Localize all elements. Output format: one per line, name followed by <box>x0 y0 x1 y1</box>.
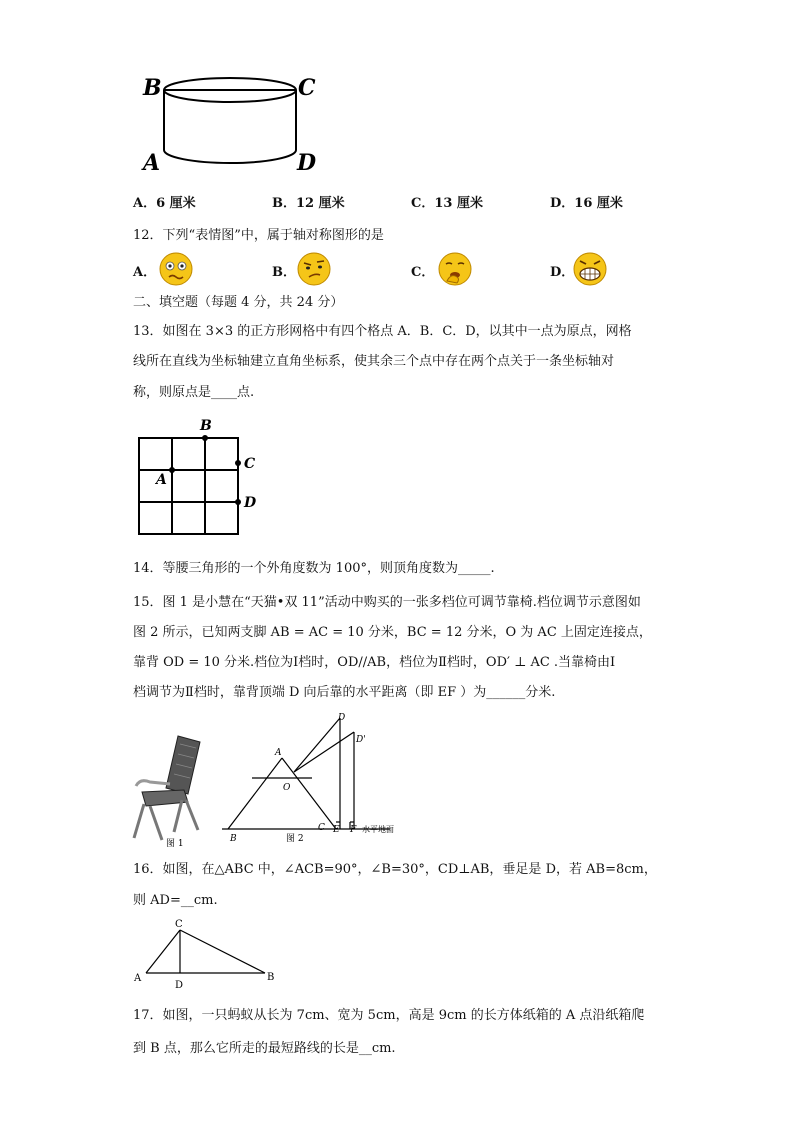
q13-line-3: 称，则原点是____点. <box>133 385 255 400</box>
fig2-label-d: D <box>338 713 346 723</box>
grid-figure <box>130 412 270 542</box>
q17-line-2: 到 B 点，那么它所走的最短路线的长是__cm. <box>133 1041 396 1056</box>
q11-option-c-text: 13 厘米 <box>434 196 483 211</box>
q15-line-3: 靠背 OD = 10 分米.档位为Ⅰ档时，OD//AB，档位为Ⅱ档时，OD′ ⊥ AC .当靠椅由Ⅰ <box>133 655 616 670</box>
grid-label-b: B <box>200 418 212 434</box>
q17-line-1: 17．如图，一只蚂蚁从长为 7cm、宽为 5cm，高是 9cm 的长方体纸箱的 A 点沿纸箱爬 <box>133 1008 645 1023</box>
chair-photo-figure <box>128 728 212 848</box>
grid-point-c <box>235 460 241 466</box>
q16-line-2: 则 AD=__cm. <box>133 893 218 908</box>
fig2-caption: 图 2 <box>286 834 304 844</box>
smirk-emoji-icon[interactable] <box>296 251 332 287</box>
grid-label-a: A <box>156 472 167 488</box>
q11-option-a-text: 6 厘米 <box>156 196 196 211</box>
chair-diagram-figure <box>222 708 422 848</box>
grid-point-b <box>202 435 208 441</box>
cylinder-label-d: D <box>297 150 317 176</box>
thinking-emoji-icon[interactable] <box>437 251 473 287</box>
q14-text: 14．等腰三角形的一个外角度数为 100°，则顶角度数为_____. <box>133 561 495 576</box>
triangle-label-d: D <box>175 980 184 991</box>
q11-option-b-text: 12 厘米 <box>296 196 345 211</box>
q11-option-d-letter: D． <box>550 196 575 211</box>
triangle-label-a: A <box>134 973 142 984</box>
grid-point-d <box>235 499 241 505</box>
q11-option-a[interactable] <box>133 192 196 211</box>
q13-line-2: 线所在直线为坐标轴建立直角坐标系，使其余三个点中存在两个点关于一条坐标轴对 <box>133 354 615 369</box>
fig2-label-o: O <box>283 783 291 793</box>
fig1-caption: 图 1 <box>166 839 184 848</box>
fig2-label-c: C <box>318 823 325 833</box>
q12-stem: 12．下列“表情图”中，属于轴对称图形的是 <box>133 228 384 243</box>
q15-line-4: 档调节为Ⅱ档时，靠背顶端 D 向后靠的水平距离（即 EF ）为______分米. <box>133 685 556 700</box>
fig2-label-f: F <box>350 825 357 835</box>
q12-option-a-letter[interactable]: A． <box>133 265 157 280</box>
q13-line-1: 13．如图在 3×3 的正方形网格中有四个格点 A．B．C．D，以其中一点为原点，网格 <box>133 324 632 339</box>
grid-label-c: C <box>244 456 256 472</box>
worried-emoji-icon[interactable] <box>158 251 194 287</box>
q11-option-a-letter: A． <box>133 196 157 211</box>
cylinder-label-b: B <box>143 75 162 101</box>
cylinder-label-c: C <box>298 75 316 101</box>
triangle-label-b: B <box>267 972 275 983</box>
grinning-emoji-icon[interactable] <box>572 251 608 287</box>
grid-label-d: D <box>244 495 257 511</box>
q11-option-b-letter: B． <box>272 196 296 211</box>
q15-line-1: 15．图 1 是小慧在“天猫•双 11”活动中购买的一张多档位可调节靠椅.档位调节示意图如 <box>133 595 641 610</box>
fig2-label-e: E <box>333 825 340 835</box>
cylinder-bottom-arc <box>164 150 296 163</box>
q12-option-d-letter[interactable]: D． <box>550 265 575 280</box>
fig2-label-d-prime: D' <box>356 735 366 745</box>
section-heading: 二、填空题（每题 4 分，共 24 分） <box>133 295 344 310</box>
q11-option-b[interactable] <box>272 192 345 211</box>
fig2-label-b: B <box>230 834 237 844</box>
cylinder-figure <box>135 70 325 180</box>
q12-option-b-letter[interactable]: B． <box>272 265 296 280</box>
cylinder-label-a: A <box>143 150 161 176</box>
q11-option-c[interactable] <box>411 192 483 211</box>
q12-option-c-letter[interactable]: C． <box>411 265 435 280</box>
q15-line-2: 图 2 所示，已知两支脚 AB = AC = 10 分米，BC = 12 分米，O 为 AC 上固定连接点， <box>133 625 652 640</box>
q11-option-d-text: 16 厘米 <box>574 196 623 211</box>
q11-option-d[interactable] <box>550 192 623 211</box>
q16-line-1: 16．如图，在△ABC 中，∠ACB=90°，∠B=30°，CD⊥AB，垂足是 D，若 AB=8cm， <box>133 862 657 877</box>
fig2-ground-label: 水平地面 <box>362 825 394 834</box>
triangle-label-c: C <box>175 919 183 930</box>
triangle-figure <box>128 916 288 994</box>
fig2-label-a: A <box>275 748 282 758</box>
q11-option-c-letter: C． <box>411 196 435 211</box>
grid-point-a <box>169 467 175 473</box>
